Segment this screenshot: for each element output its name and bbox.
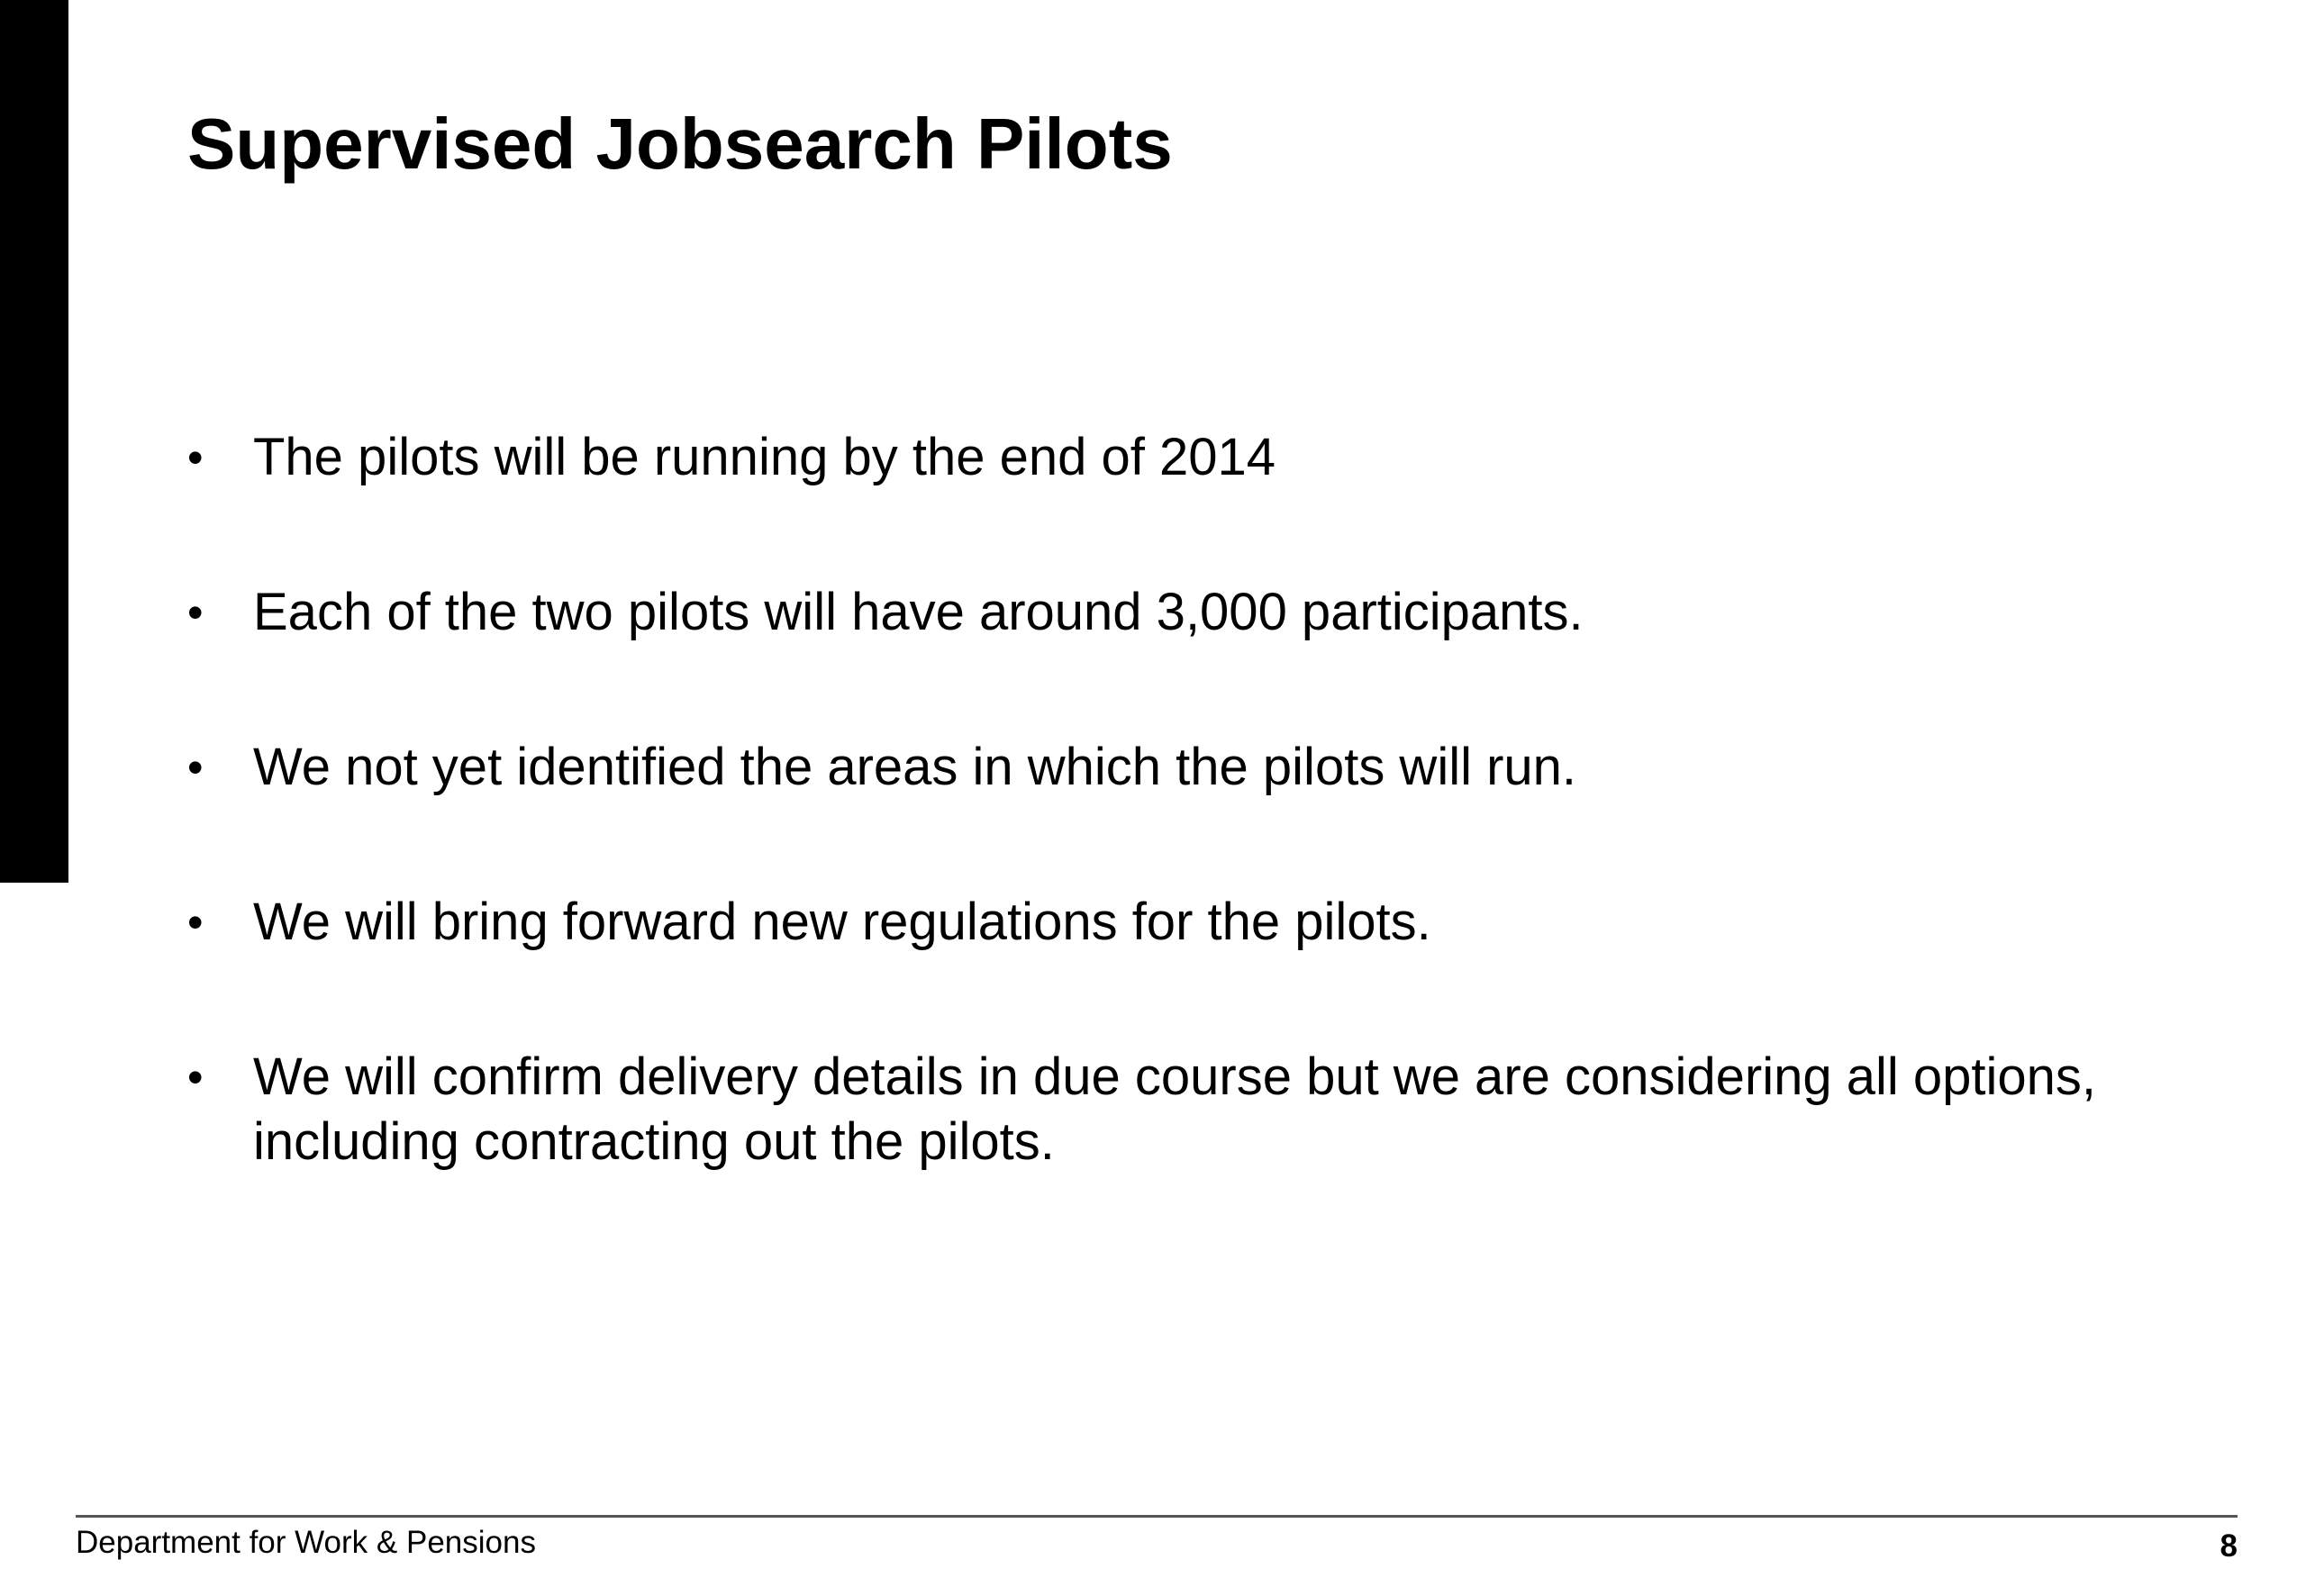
bullet-item	[187, 890, 2124, 955]
bullet-text: We will confirm delivery details in due course but we are considering all options, including contracting out the pilots.	[253, 1047, 2097, 1171]
page-number: 8	[2220, 1528, 2238, 1564]
slide-title: Supervised Jobsearch Pilots	[187, 104, 1173, 184]
footer-organization: Department for Work & Pensions	[76, 1525, 536, 1560]
bullet-marker: •	[187, 432, 204, 483]
footer-divider	[76, 1515, 2238, 1518]
side-accent-bar	[0, 0, 68, 883]
bullet-marker: •	[187, 897, 204, 948]
bullet-item	[187, 735, 2124, 800]
bullet-item	[187, 425, 2124, 490]
bullet-marker: •	[187, 742, 204, 793]
bullet-list	[187, 425, 2124, 1265]
bullet-text: Each of the two pilots will have around 3,000 participants.	[253, 583, 1584, 641]
bullet-text: We will bring forward new regulations for the pilots.	[253, 893, 1431, 951]
bullet-text: We not yet identified the areas in which the pilots will run.	[253, 738, 1577, 796]
bullet-item	[187, 580, 2124, 645]
bullet-text: The pilots will be running by the end of 2014	[253, 428, 1276, 486]
bullet-marker: •	[187, 1052, 204, 1102]
bullet-item	[187, 1045, 2124, 1174]
bullet-marker: •	[187, 587, 204, 638]
